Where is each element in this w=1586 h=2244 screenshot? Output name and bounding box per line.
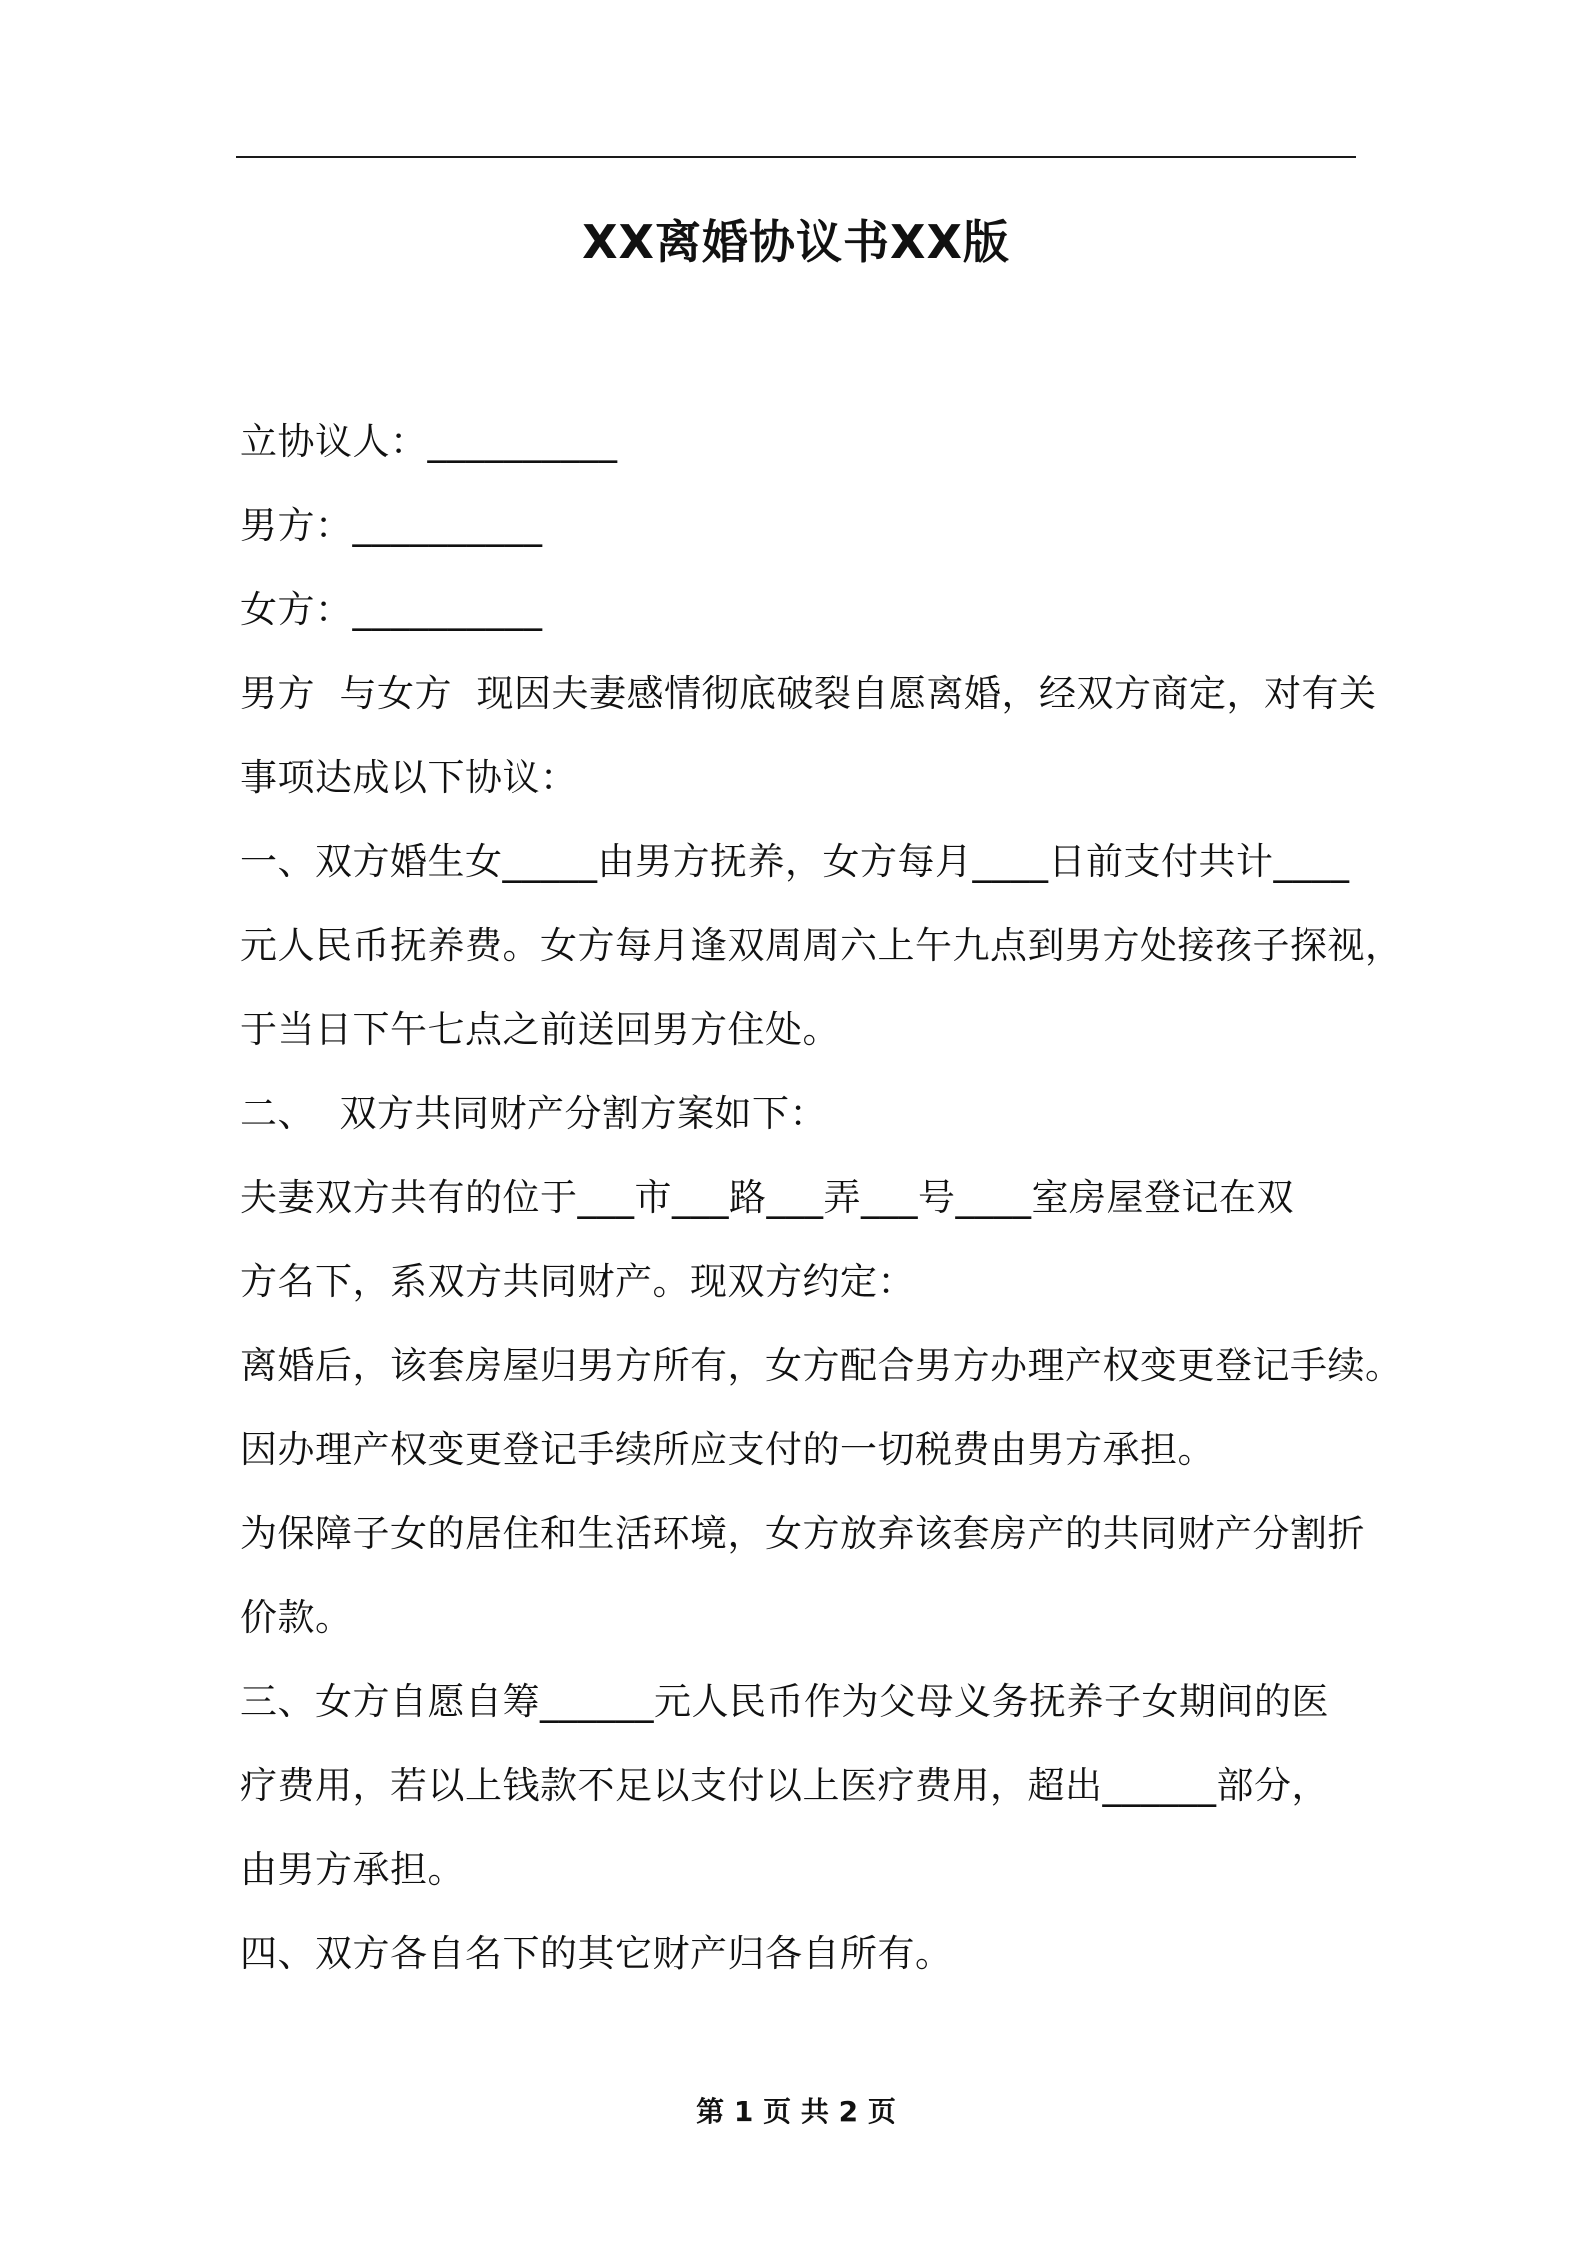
female-party-line: 女方：__________ <box>240 588 543 631</box>
clause-2-line: 离婚后，该套房屋归男方所有，女方配合男方办理产权变更登记手续。 <box>240 1344 1403 1387</box>
clause-3-line: 疗费用，若以上钱款不足以支付以上医疗费用，超出______部分， <box>240 1764 1329 1807</box>
preamble-line: 事项达成以下协议： <box>240 756 578 799</box>
clause-3-line: 三、女方自愿自筹______元人民币作为父母义务抚养子女期间的医 <box>240 1680 1329 1723</box>
clause-4-line: 四、双方各自名下的其它财产归各自所有。 <box>240 1932 953 1975</box>
clause-2-heading: 二、 双方共同财产分割方案如下： <box>240 1092 828 1135</box>
clause-1-line: 一、双方婚生女_____由男方抚养，女方每月____日前支付共计____ <box>240 840 1350 883</box>
clause-2-line: 夫妻双方共有的位于___市___路___弄___号____室房屋登记在双 <box>240 1176 1294 1219</box>
clause-3-line: 由男方承担。 <box>240 1848 465 1891</box>
clause-1-line: 元人民币抚养费。女方每月逢双周周六上午九点到男方处接孩子探视， <box>240 924 1403 967</box>
agreement-party-line: 立协议人：__________ <box>240 420 618 463</box>
clause-1-line: 于当日下午七点之前送回男方住处。 <box>240 1008 840 1051</box>
document-body <box>240 400 1403 1996</box>
page-number-footer: 第 1 页 共 2 页 <box>696 2095 896 2128</box>
preamble-line: 男方 与女方 现因夫妻感情彻底破裂自愿离婚，经双方商定，对有关 <box>240 672 1377 715</box>
document-title: XX离婚协议书XX版 <box>582 215 1010 269</box>
header-rule <box>236 156 1356 158</box>
clause-2-line: 为保障子女的居住和生活环境，女方放弃该套房产的共同财产分割折 <box>240 1512 1365 1555</box>
clause-2-line: 价款。 <box>240 1596 353 1639</box>
clause-2-line: 方名下，系双方共同财产。现双方约定： <box>240 1260 915 1303</box>
clause-2-line: 因办理产权变更登记手续所应支付的一切税费由男方承担。 <box>240 1428 1215 1471</box>
male-party-line: 男方：__________ <box>240 504 543 547</box>
